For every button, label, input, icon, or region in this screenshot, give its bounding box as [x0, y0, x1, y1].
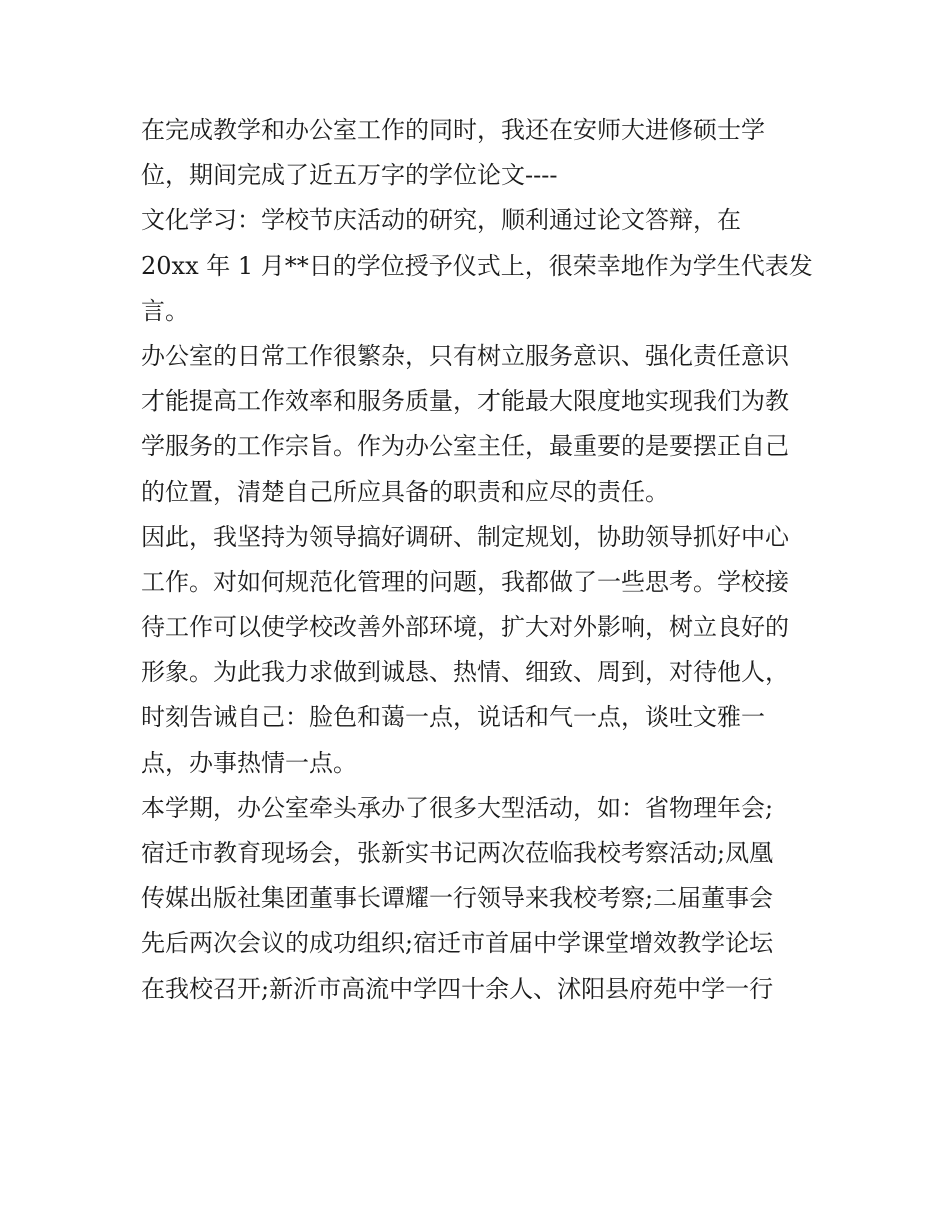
text-line: 传媒出版社集团董事长谭耀一行领导来我校考察;二届董事会 [141, 884, 774, 913]
text-line: 20xx 年 1 月**日的学位授予仪式上，很荣幸地作为学生代表发 [141, 251, 813, 280]
text-line: 的位置，清楚自己所应具备的职责和应尽的责任。 [141, 477, 669, 506]
text-line: 办公室的日常工作很繁杂，只有树立服务意识、强化责任意识 [141, 341, 789, 370]
text-line: 在完成教学和办公室工作的同时，我还在安师大进修硕士学 [141, 116, 765, 144]
text-line: 因此，我坚持为领导搞好调研、制定规划，协助领导抓好中心 [141, 522, 789, 551]
text-line: 待工作可以使学校改善外部环境，扩大对外影响，树立良好的 [141, 613, 789, 642]
text-line: 在我校召开;新沂市高流中学四十余人、沭阳县府苑中学一行 [141, 974, 774, 1003]
text-line: 宿迁市教育现场会，张新实书记两次莅临我校考察活动;凤凰 [141, 839, 774, 867]
text-line: 位，期间完成了近五万字的学位论文---- [141, 161, 558, 190]
text-line: 先后两次会议的成功组织;宿迁市首届中学课堂增效教学论坛 [141, 929, 774, 958]
text-line: 时刻告诫自己：脸色和蔼一点，说话和气一点，谈吐文雅一 [141, 703, 765, 732]
text-line: 本学期，办公室牵头承办了很多大型活动，如：省物理年会; [141, 793, 774, 822]
text-line: 工作。对如何规范化管理的问题，我都做了一些思考。学校接 [141, 567, 789, 596]
text-line: 点，办事热情一点。 [141, 748, 357, 777]
text-line: 文化学习：学校节庆活动的研究，顺利通过论文答辩，在 [141, 206, 741, 235]
text-line: 言。 [141, 296, 189, 325]
text-line: 学服务的工作宗旨。作为办公室主任，最重要的是要摆正自己 [141, 432, 789, 461]
text-line: 形象。为此我力求做到诚恳、热情、细致、周到，对待他人， [141, 658, 789, 687]
text-line: 才能提高工作效率和服务质量，才能最大限度地实现我们为教 [141, 387, 789, 416]
document-body [141, 108, 821, 1012]
